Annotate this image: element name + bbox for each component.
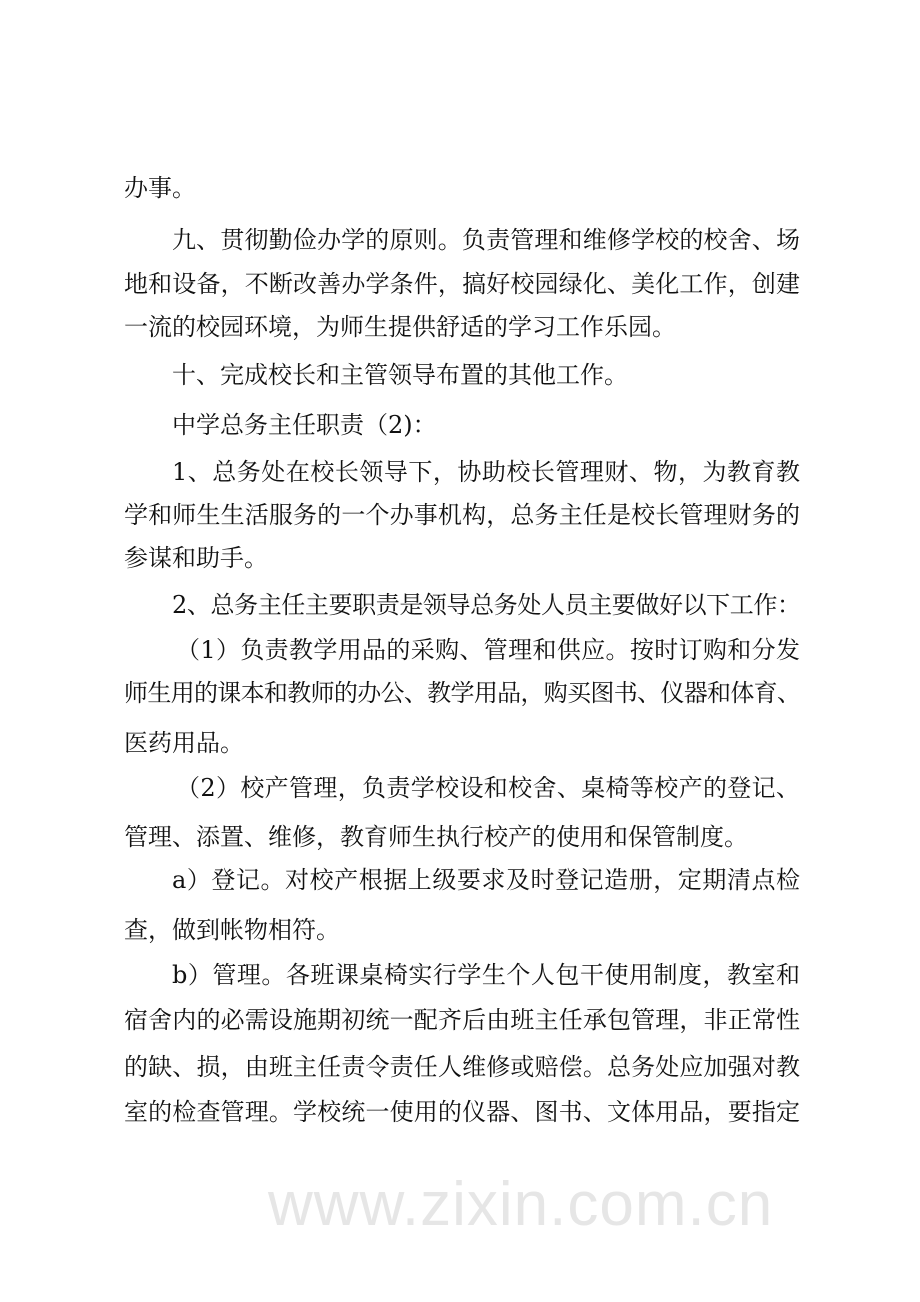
text-line: 的缺、损，由班主任责令责任人维修或赔偿。总务处应加强对教	[124, 1053, 800, 1081]
text-line: 1、总务处在校长领导下，协助校长管理财、物，为教育教	[172, 458, 800, 486]
text-line: 一流的校园环境，为师生提供舒适的学习工作乐园。	[124, 313, 676, 341]
text-line: 管理、添置、维修，教育师生执行校产的使用和保管制度。	[124, 823, 748, 851]
text-line: a）登记。对校产根据上级要求及时登记造册，定期清点检	[172, 866, 800, 894]
text-line: 十、完成校长和主管领导布置的其他工作。	[172, 361, 628, 389]
watermark: www.zixin.com.cn	[268, 1170, 774, 1239]
text-line: 查，做到帐物相符。	[124, 916, 340, 944]
text-line: 室的检查管理。学校统一使用的仪器、图书、文体用品，要指定	[124, 1098, 800, 1126]
text-line: 九、贯彻勤俭办学的原则。负责管理和维修学校的校舍、场	[172, 226, 800, 254]
text-line: 学和师生生活服务的一个办事机构，总务主任是校长管理财务的	[124, 501, 800, 529]
text-line: 师生用的课本和教师的办公、教学用品，购买图书、仪器和体育、	[124, 679, 800, 707]
text-line: 办事。	[124, 174, 196, 202]
text-line: 地和设备，不断改善办学条件，搞好校园绿化、美化工作，创建	[124, 270, 800, 298]
text-line: 参谋和助手。	[124, 544, 268, 572]
text-line: 医药用品。	[124, 729, 244, 757]
section-heading: 中学总务主任职责（2)：	[172, 411, 437, 439]
text-line: 2、总务主任主要职责是领导总务处人员主要做好以下工作：	[172, 591, 800, 619]
text-line: （2）校产管理，负责学校设和校舍、桌椅等校产的登记、	[176, 774, 800, 802]
text-line: （1）负责教学用品的采购、管理和供应。按时订购和分发	[176, 636, 800, 664]
text-line: b）管理。各班课桌椅实行学生个人包干使用制度，教室和	[172, 961, 800, 989]
text-line: 宿舍内的必需设施期初统一配齐后由班主任承包管理，非正常性	[124, 1006, 800, 1034]
